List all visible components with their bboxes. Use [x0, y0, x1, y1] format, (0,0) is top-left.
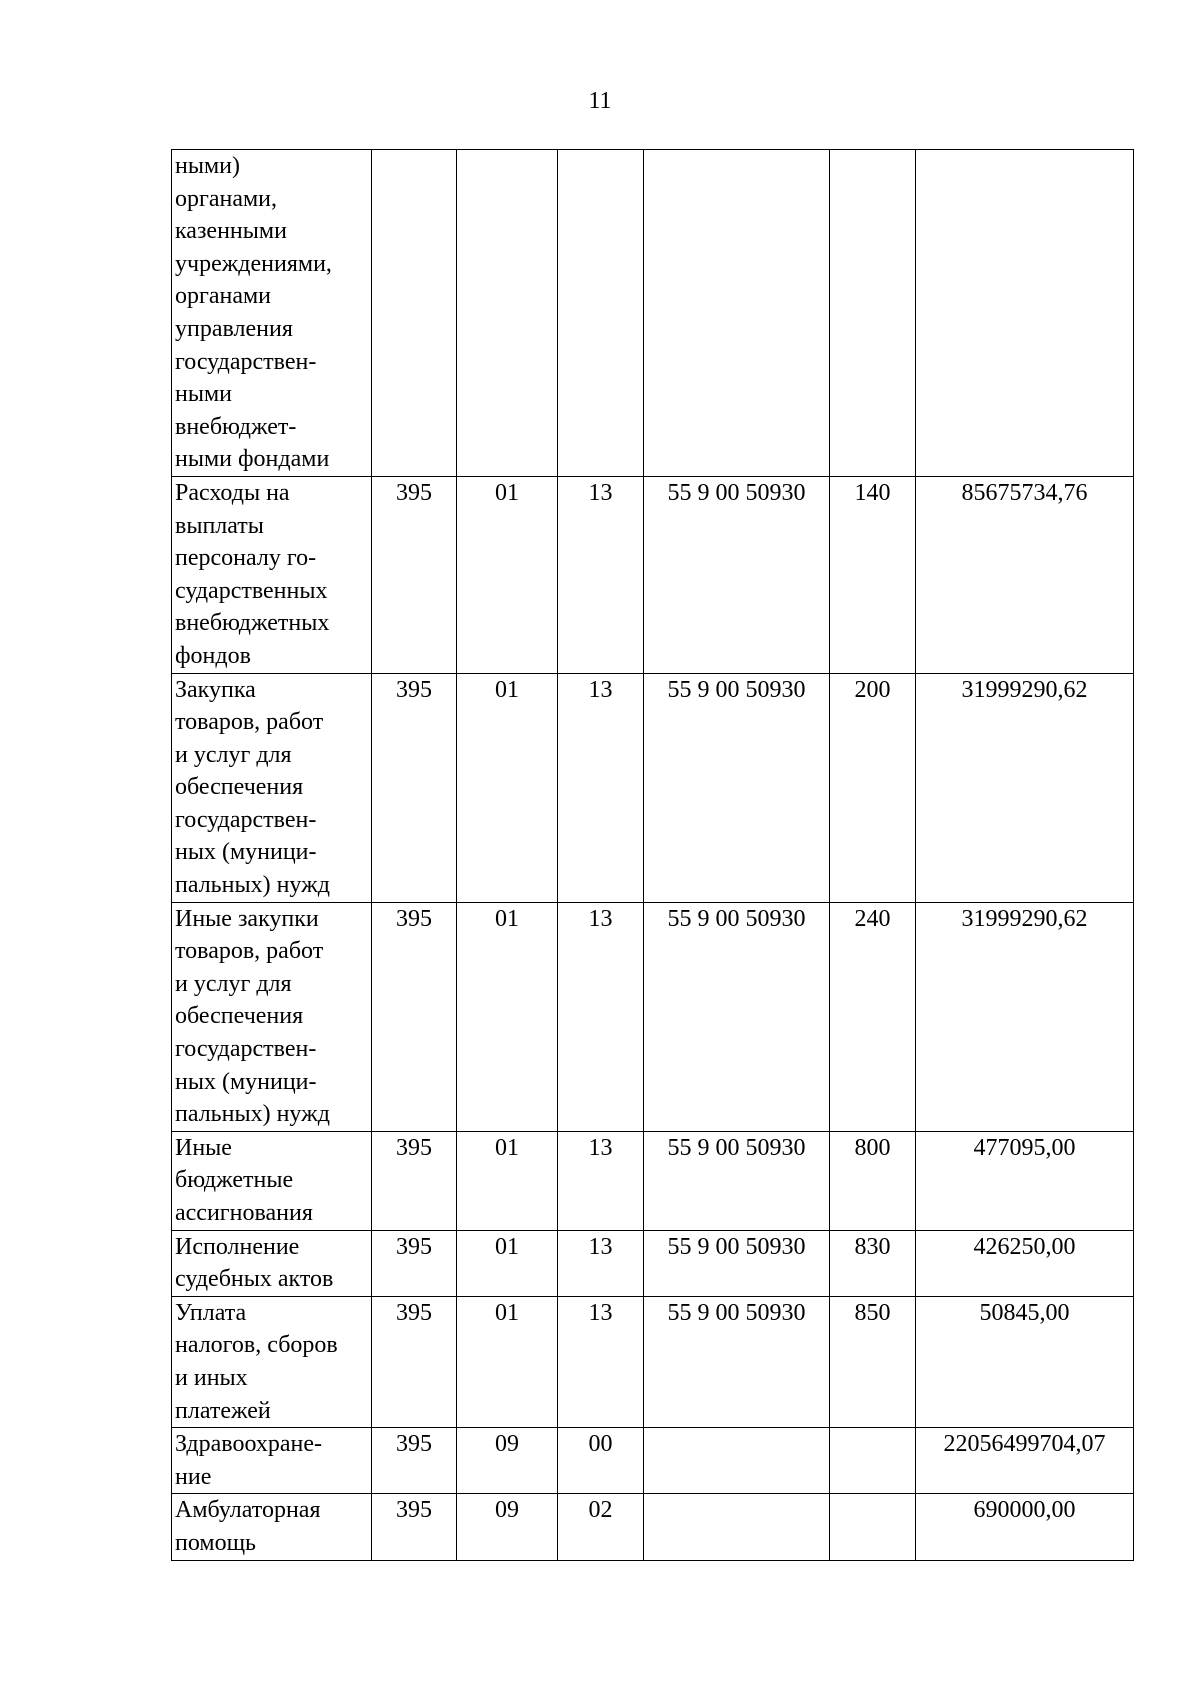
item-name-line: товаров, работ [175, 709, 324, 736]
subsection-code-cell: 13 [558, 902, 644, 1131]
item-name-line: обеспечения [175, 774, 304, 801]
section-code-cell: 09 [457, 1494, 558, 1560]
expense-type-cell: 240 [830, 902, 916, 1131]
ministry-code-cell: 395 [372, 1494, 457, 1560]
item-name-line: государствен- [175, 348, 317, 375]
item-name-cell [172, 673, 372, 902]
item-name-cell [172, 902, 372, 1131]
section-code-cell: 01 [457, 902, 558, 1131]
item-name-line: органами, [175, 185, 278, 212]
ministry-code-cell: 395 [372, 1230, 457, 1296]
item-name-line: платежей [175, 1397, 271, 1424]
item-name-line: ных (муници- [175, 1068, 317, 1095]
amount-cell: 85675734,76 [916, 476, 1134, 673]
target-article-cell [644, 1428, 830, 1494]
item-name-line: и услуг для [175, 970, 292, 997]
amount-cell: 22056499704,07 [916, 1428, 1134, 1494]
ministry-code-cell: 395 [372, 1296, 457, 1427]
item-name-cell [172, 1428, 372, 1494]
amount-cell: 426250,00 [916, 1230, 1134, 1296]
item-name-line: государствен- [175, 806, 317, 833]
target-article-cell [644, 1494, 830, 1560]
ministry-code-cell [372, 150, 457, 477]
target-article-cell: 55 9 00 50930 [644, 1296, 830, 1427]
item-name-line: Здравоохране- [175, 1431, 322, 1458]
item-name-line: ными [175, 381, 232, 408]
item-name-line: ными фондами [175, 446, 330, 473]
subsection-code-cell: 00 [558, 1428, 644, 1494]
section-code-cell: 01 [457, 673, 558, 902]
item-name-cell [172, 476, 372, 673]
amount-cell: 50845,00 [916, 1296, 1134, 1427]
item-name-line: Иные закупки [175, 905, 319, 932]
amount-cell: 31999290,62 [916, 902, 1134, 1131]
subsection-code-cell: 13 [558, 476, 644, 673]
target-article-cell: 55 9 00 50930 [644, 902, 830, 1131]
target-article-cell: 55 9 00 50930 [644, 673, 830, 902]
table-row [172, 902, 1134, 1131]
subsection-code-cell: 13 [558, 1230, 644, 1296]
item-name-line: бюджетные [175, 1167, 294, 1194]
item-name-line: казенными [175, 218, 287, 245]
table-row [172, 673, 1134, 902]
item-name-line: судебных актов [175, 1266, 334, 1293]
item-name-line: обеспечения [175, 1003, 304, 1030]
item-name-cell [172, 1296, 372, 1427]
item-name-line: органами [175, 283, 272, 310]
section-code-cell: 01 [457, 1296, 558, 1427]
page-number: 11 [588, 88, 612, 114]
ministry-code-cell: 395 [372, 1428, 457, 1494]
expense-type-cell [830, 1428, 916, 1494]
table-row [172, 1230, 1134, 1296]
item-name-line: и услуг для [175, 741, 292, 768]
item-name-line: Амбулаторная [175, 1497, 321, 1524]
item-name-line: Закупка [175, 676, 256, 703]
item-name-line: товаров, работ [175, 938, 324, 965]
section-code-cell: 01 [457, 1131, 558, 1230]
subsection-code-cell: 13 [558, 673, 644, 902]
item-name-line: Расходы на [175, 479, 290, 506]
item-name-line: ние [175, 1463, 212, 1490]
section-code-cell: 01 [457, 1230, 558, 1296]
target-article-cell: 55 9 00 50930 [644, 1131, 830, 1230]
budget-table-body [172, 150, 1134, 1561]
item-name-cell [172, 150, 372, 477]
item-name-line: ных (муници- [175, 839, 317, 866]
target-article-cell: 55 9 00 50930 [644, 476, 830, 673]
amount-cell: 690000,00 [916, 1494, 1134, 1560]
table-row [172, 1296, 1134, 1427]
expense-type-cell [830, 150, 916, 477]
section-code-cell: 01 [457, 476, 558, 673]
target-article-cell [644, 150, 830, 477]
item-name-cell [172, 1131, 372, 1230]
table-row [172, 1131, 1134, 1230]
section-code-cell [457, 150, 558, 477]
amount-cell [916, 150, 1134, 477]
item-name-line: сударственных [175, 577, 328, 604]
item-name-cell [172, 1494, 372, 1560]
item-name-line: пальных) нужд [175, 872, 330, 899]
item-name-cell [172, 1230, 372, 1296]
target-article-cell: 55 9 00 50930 [644, 1230, 830, 1296]
item-name-line: государствен- [175, 1036, 317, 1063]
ministry-code-cell: 395 [372, 476, 457, 673]
item-name-line: учреждениями, [175, 250, 332, 277]
item-name-line: пальных) нужд [175, 1101, 330, 1128]
item-name-line: внебюджетных [175, 610, 330, 637]
item-name-line: персоналу го- [175, 545, 317, 572]
table-row [172, 476, 1134, 673]
subsection-code-cell: 02 [558, 1494, 644, 1560]
ministry-code-cell: 395 [372, 1131, 457, 1230]
item-name-line: Исполнение [175, 1233, 300, 1260]
section-code-cell: 09 [457, 1428, 558, 1494]
expense-type-cell: 140 [830, 476, 916, 673]
subsection-code-cell: 13 [558, 1296, 644, 1427]
expense-type-cell [830, 1494, 916, 1560]
subsection-code-cell: 13 [558, 1131, 644, 1230]
item-name-line: и иных [175, 1364, 248, 1391]
ministry-code-cell: 395 [372, 673, 457, 902]
expense-type-cell: 850 [830, 1296, 916, 1427]
amount-cell: 477095,00 [916, 1131, 1134, 1230]
item-name-line: ассигнования [175, 1200, 313, 1226]
item-name-line: фондов [175, 642, 251, 669]
item-name-line: ными) [175, 153, 240, 179]
amount-cell: 31999290,62 [916, 673, 1134, 902]
expense-type-cell: 800 [830, 1131, 916, 1230]
expense-type-cell: 200 [830, 673, 916, 902]
budget-table [171, 149, 1134, 1561]
expense-type-cell: 830 [830, 1230, 916, 1296]
table-row [172, 1428, 1134, 1494]
table-row [172, 150, 1134, 477]
item-name-line: Иные [175, 1134, 232, 1161]
item-name-line: Уплата [175, 1299, 247, 1326]
item-name-line: помощь [175, 1529, 256, 1556]
item-name-line: выплаты [175, 512, 264, 539]
item-name-line: внебюджет- [175, 413, 297, 440]
item-name-line: налогов, сборов [175, 1332, 338, 1359]
subsection-code-cell [558, 150, 644, 477]
ministry-code-cell: 395 [372, 902, 457, 1131]
table-row [172, 1494, 1134, 1560]
item-name-line: управления [175, 315, 293, 342]
